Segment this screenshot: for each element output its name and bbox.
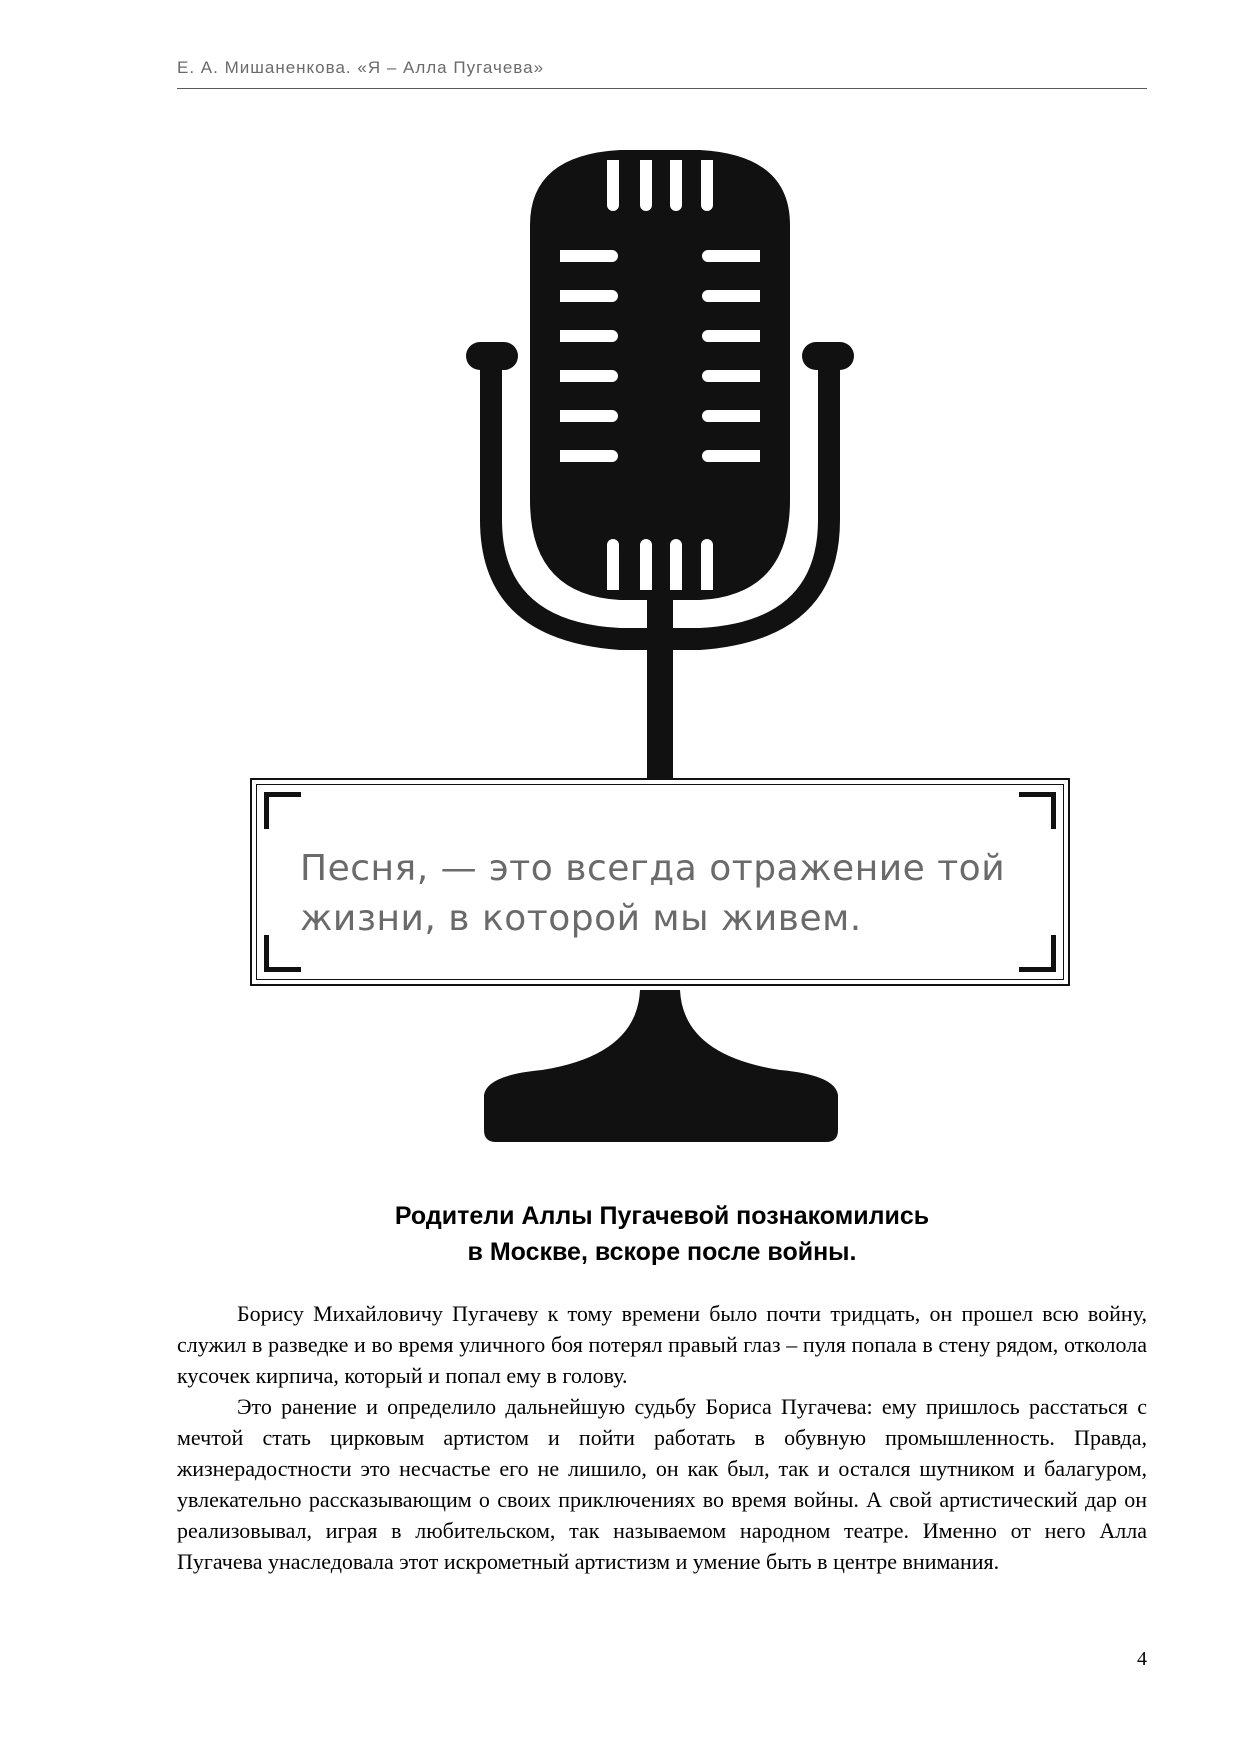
body-text bbox=[177, 1298, 1147, 1577]
page-number: 4 bbox=[1137, 1648, 1147, 1670]
section-heading-line-1: Родители Аллы Пугачевой познакомились bbox=[394, 1202, 930, 1230]
body-paragraph: Это ранение и определило дальнейшую судьбу Бориса Пугачева: ему пришлось расстаться с мечтой стать цирковым артистом и пойти работать в обувную промышленность. Правда, жизнерадостности это несчастье его не лишило, он как был, так и остался шутником и балагуром, увлекательно рассказывающим о своих приключениях во время войны. А свой артистический дар он реализовывал, играя в любительском, так называемом народном театре. Именно от него Алла Пугачева унаследовала этот искрометный артистизм и умение быть в центре внимания. bbox=[177, 1394, 1147, 1574]
body-paragraph: Борису Михайловичу Пугачеву к тому времени было почти тридцать, он прошел всю войну, служил в разведке и во время уличного боя потерял правый глаз – пуля попала в стену рядом, отколола кусочек кирпича, который и попал ему в голову. bbox=[177, 1301, 1147, 1388]
yoke-right-cap bbox=[802, 342, 854, 370]
quote-frame bbox=[250, 778, 1070, 986]
section-heading-line-2: в Москве, вскоре после войны. bbox=[467, 1238, 857, 1266]
corner-bracket-bottom-left bbox=[264, 935, 301, 972]
running-header: Е. А. Мишаненкова. «Я – Алла Пугачева» bbox=[177, 58, 545, 77]
microphone-stem bbox=[647, 600, 673, 780]
quote-text: Песня, — это всегда отражение той жизни, в которой мы живем. bbox=[300, 848, 1006, 939]
section-heading bbox=[177, 1198, 1147, 1270]
header-divider bbox=[177, 88, 1147, 89]
microphone-icon bbox=[250, 150, 1080, 1150]
microphone-stand-base bbox=[484, 990, 838, 1142]
corner-bracket-top-right bbox=[1019, 792, 1056, 829]
yoke-left-cap bbox=[466, 342, 518, 370]
microphone-head bbox=[530, 150, 790, 600]
corner-bracket-top-left bbox=[264, 792, 301, 829]
